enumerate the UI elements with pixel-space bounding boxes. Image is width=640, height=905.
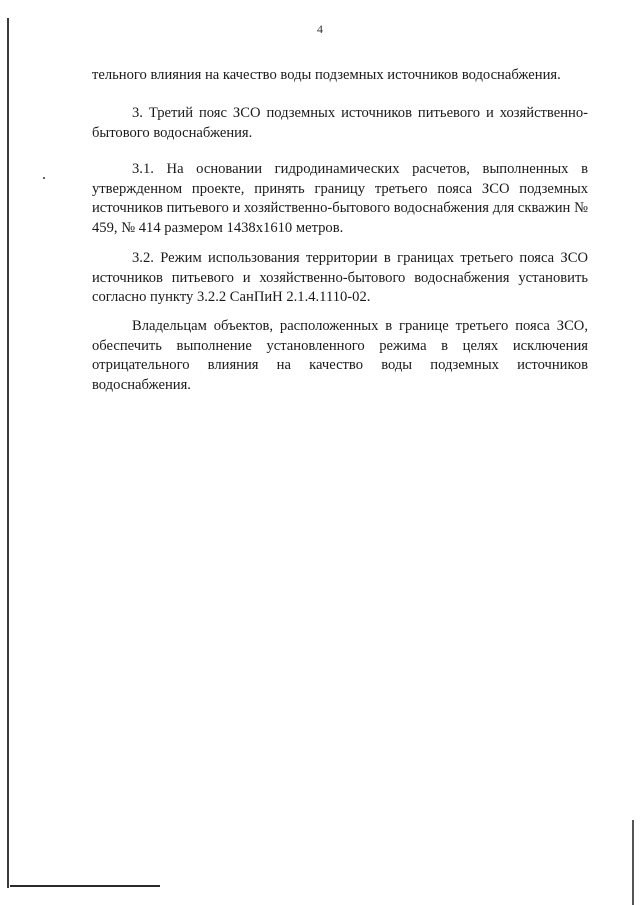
scan-edge-left <box>7 18 9 888</box>
scan-speck <box>43 177 45 179</box>
paragraph-section-3: 3. Третий пояс ЗСО подземных источников питьевого и хозяйственно-бытового водоснабжения. <box>92 105 588 141</box>
paragraph-continuation: тельного влияния на качество воды подземных источников водоснабжения. <box>92 67 561 83</box>
scan-edge-bottom <box>10 885 160 887</box>
page-number: 4 <box>317 22 323 36</box>
paragraph-owners-obligation: Владельцам объектов, расположенных в границе третьего пояса ЗСО, обеспечить выполнение установленного режима в целях исключения отрицательного влияния на качество воды подземных источников водоснабжения. <box>92 318 588 393</box>
paragraph-section-3-2: 3.2. Режим использования территории в границах третьего пояса ЗСО источников питьевого и хозяйственно-бытового водоснабжения установить согласно пункту 3.2.2 СанПиН 2.1.4.1110-02. <box>92 250 588 305</box>
scan-edge-right <box>632 820 634 905</box>
paragraph-section-3-1: 3.1. На основании гидродинамических расчетов, выполненных в утвержденном проекте, принять границу третьего пояса ЗСО подземных источников питьевого и хозяйственно-бытового водоснабжения для скважин № 459, № 414 размером 1438x1610 метров. <box>92 161 588 236</box>
